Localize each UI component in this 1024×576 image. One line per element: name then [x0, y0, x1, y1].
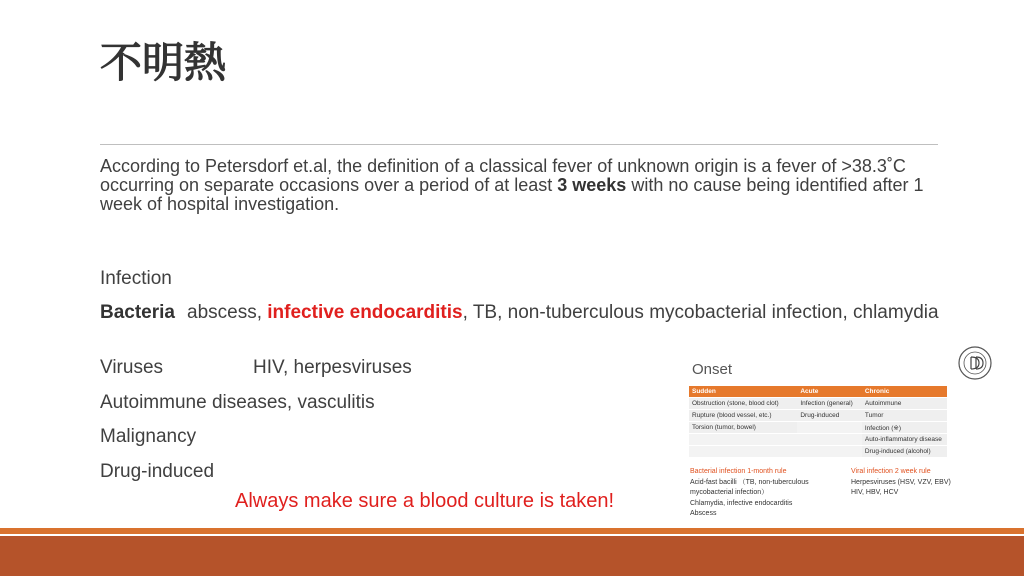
- table-row: [689, 422, 947, 434]
- viral-rule-block: [851, 467, 981, 499]
- bacteria-text-2: , TB, non-tuberculous mycobacterial infection, chlamydia: [462, 302, 939, 323]
- table-cell: [797, 434, 862, 446]
- bacterial-rule-line: Chlamydia, infective endocarditis: [690, 499, 793, 507]
- onset-header-cell: Acute: [797, 386, 862, 398]
- bacteria-text-1: abscess,: [187, 302, 268, 323]
- table-cell: Torsion (tumor, bowel): [689, 422, 797, 434]
- footer-bar: [0, 536, 1024, 576]
- table-cell: Autoimmune: [862, 398, 947, 410]
- viral-rule-title: Viral infection 2 week rule: [851, 468, 931, 475]
- cause-viruses: [100, 357, 412, 379]
- cause-autoimmune: Autoimmune diseases, vasculitis: [100, 392, 375, 413]
- definition-paragraph: [100, 157, 945, 214]
- table-row: [689, 398, 947, 410]
- bacteria-highlight: infective endocarditis: [267, 302, 463, 323]
- slide-title: 不明熱: [100, 38, 227, 87]
- bacteria-label: Bacteria: [100, 302, 175, 323]
- onset-header-row: [689, 386, 947, 398]
- viral-rule-line: HIV, HBV, HCV: [851, 489, 899, 496]
- table-cell: Drug-induced: [797, 410, 862, 422]
- table-cell: Rupture (blood vessel, etc.): [689, 410, 797, 422]
- onset-header-cell: Sudden: [689, 386, 797, 398]
- viruses-label: Viruses: [100, 357, 164, 378]
- warning-text: Always make sure a blood culture is taken!: [235, 490, 615, 512]
- bacterial-rule-line: mycobacterial infection）: [690, 489, 769, 496]
- table-cell: Drug-induced (alcohol): [862, 446, 947, 458]
- table-cell: [797, 422, 862, 434]
- title-divider: [100, 144, 938, 145]
- table-cell: [689, 434, 797, 446]
- bacterial-rule-block: [690, 467, 850, 520]
- cause-drug: Drug-induced: [100, 461, 215, 482]
- onset-label: Onset: [692, 361, 733, 378]
- footer-accent-bar: [0, 528, 1024, 534]
- table-cell: Obstruction (stone, blood clot): [689, 398, 797, 410]
- definition-bold: 3 weeks: [557, 175, 627, 195]
- bacterial-rule-line: Abscess: [690, 510, 717, 517]
- definition-text-1: According to Petersdorf et.al, the definition of a classical fever of unknown origin is a fever of >38.3˚C occurring on separate occasions over a period of at least: [100, 156, 906, 195]
- university-seal-icon: [957, 345, 993, 381]
- table-cell: [797, 446, 862, 458]
- bacterial-rule-title: Bacterial infection 1-month rule: [690, 468, 787, 475]
- table-row: [689, 434, 947, 446]
- cause-bacteria: [100, 303, 945, 322]
- table-cell: Infection (general): [797, 398, 862, 410]
- definition-text-2: with no cause being identified after 1 week of hospital investigation.: [100, 175, 924, 214]
- viruses-text: HIV, herpesviruses: [253, 357, 412, 378]
- onset-table: [689, 386, 947, 457]
- table-cell: [689, 446, 797, 458]
- table-cell: Auto-inflammatory disease: [862, 434, 947, 446]
- onset-header-cell: Chronic: [862, 386, 947, 398]
- table-cell: Infection (※): [862, 422, 947, 434]
- cause-infection: Infection: [100, 268, 172, 289]
- cause-malignancy: Malignancy: [100, 426, 197, 447]
- table-cell: Tumor: [862, 410, 947, 422]
- viral-rule-line: Herpesviruses (HSV, VZV, EBV): [851, 478, 951, 486]
- table-row: [689, 446, 947, 458]
- table-row: [689, 410, 947, 422]
- bacterial-rule-line: Acid-fast bacilli （TB, non-tuberculous: [690, 478, 809, 486]
